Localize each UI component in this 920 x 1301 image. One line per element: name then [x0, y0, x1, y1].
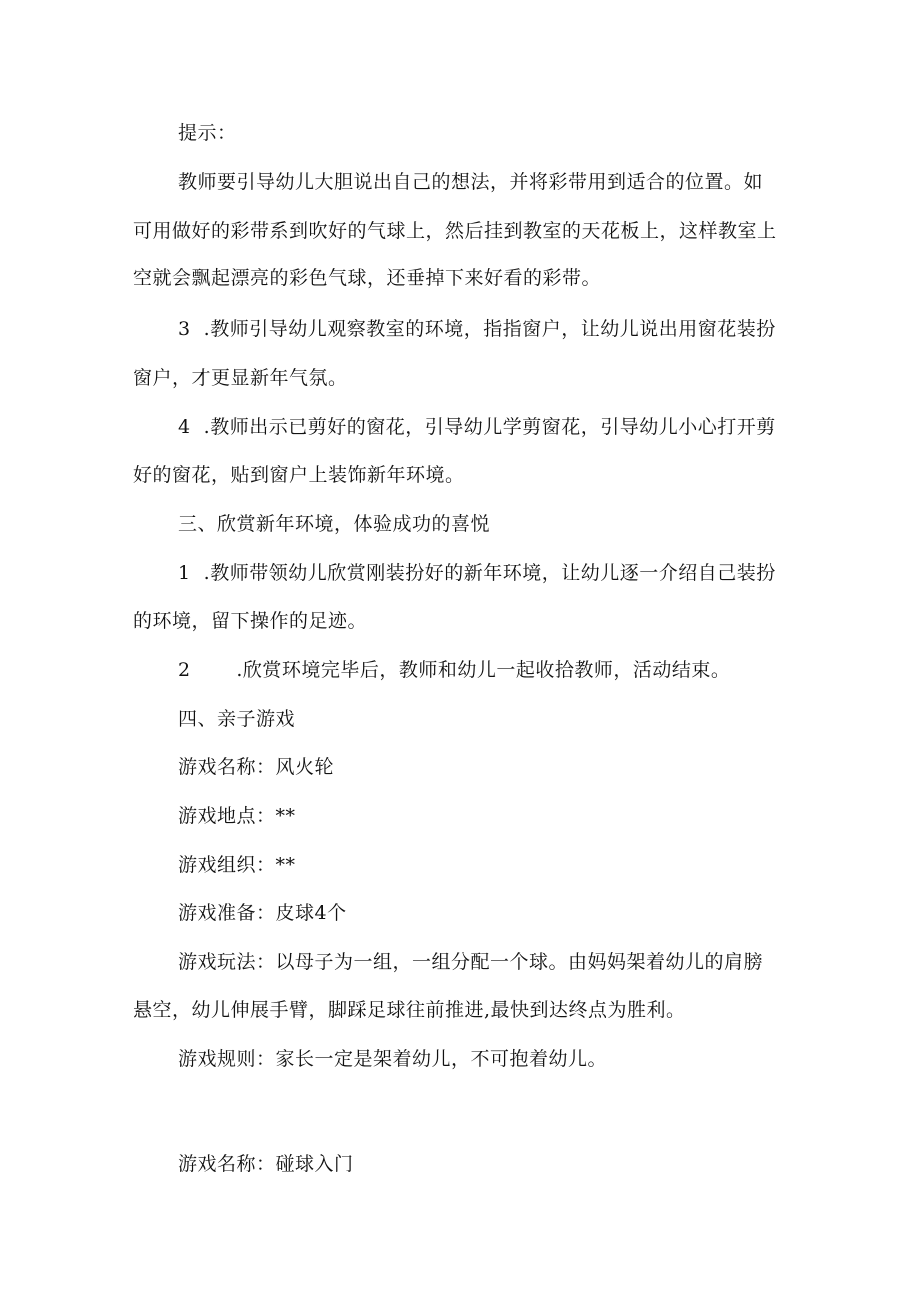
- game-name: 游戏名称：风火轮: [178, 756, 335, 778]
- section-heading-4: 四、亲子游戏: [178, 708, 296, 730]
- game-name-2: 游戏名称：碰球入门: [178, 1153, 354, 1175]
- numbered-item-4: 4 .教师出示已剪好的窗花，引导幼儿学剪窗花，引导幼儿小心打开剪: [178, 416, 776, 438]
- paragraph-line: 悬空，幼儿伸展手臂，脚踩足球往前推进,最快到达终点为胜利。: [133, 999, 686, 1021]
- game-rules: 游戏规则：家长一定是架着幼儿，不可抱着幼儿。: [178, 1048, 608, 1070]
- numbered-item-3: 3 .教师引导幼儿观察教室的环境，指指窗户，让幼儿说出用窗花装扮: [178, 318, 776, 340]
- hint-heading: 提示：: [178, 122, 237, 144]
- game-location: 游戏地点：**: [178, 805, 296, 827]
- paragraph-line: 的环境，留下操作的足迹。: [133, 610, 368, 632]
- paragraph-line: 空就会飘起漂亮的彩色气球，还垂掉下来好看的彩带。: [133, 267, 602, 289]
- paragraph-line: 窗户，才更显新年气氛。: [133, 367, 348, 389]
- game-rules-play: 游戏玩法：以母子为一组，一组分配一个球。由妈妈架着幼儿的肩膀: [178, 951, 764, 973]
- numbered-item-1: 1 .教师带领幼儿欣赏刚装扮好的新年环境，让幼儿逐一介绍自己装扮: [178, 562, 776, 584]
- game-preparation: 游戏准备：皮球4个: [178, 902, 347, 924]
- paragraph-line: 可用做好的彩带系到吹好的气球上，然后挂到教室的天花板上，这样教室上: [133, 220, 777, 242]
- paragraph-line: 教师要引导幼儿大胆说出自己的想法，并将彩带用到适合的位置。如: [178, 171, 764, 193]
- game-organization: 游戏组织：**: [178, 854, 296, 876]
- section-heading-3: 三、欣赏新年环境，体验成功的喜悦: [178, 513, 491, 535]
- numbered-item-2: 2 .欣赏环境完毕后，教师和幼儿一起收拾教师，活动结束。: [178, 659, 731, 681]
- paragraph-line: 好的窗花，贴到窗户上装饰新年环境。: [133, 464, 465, 486]
